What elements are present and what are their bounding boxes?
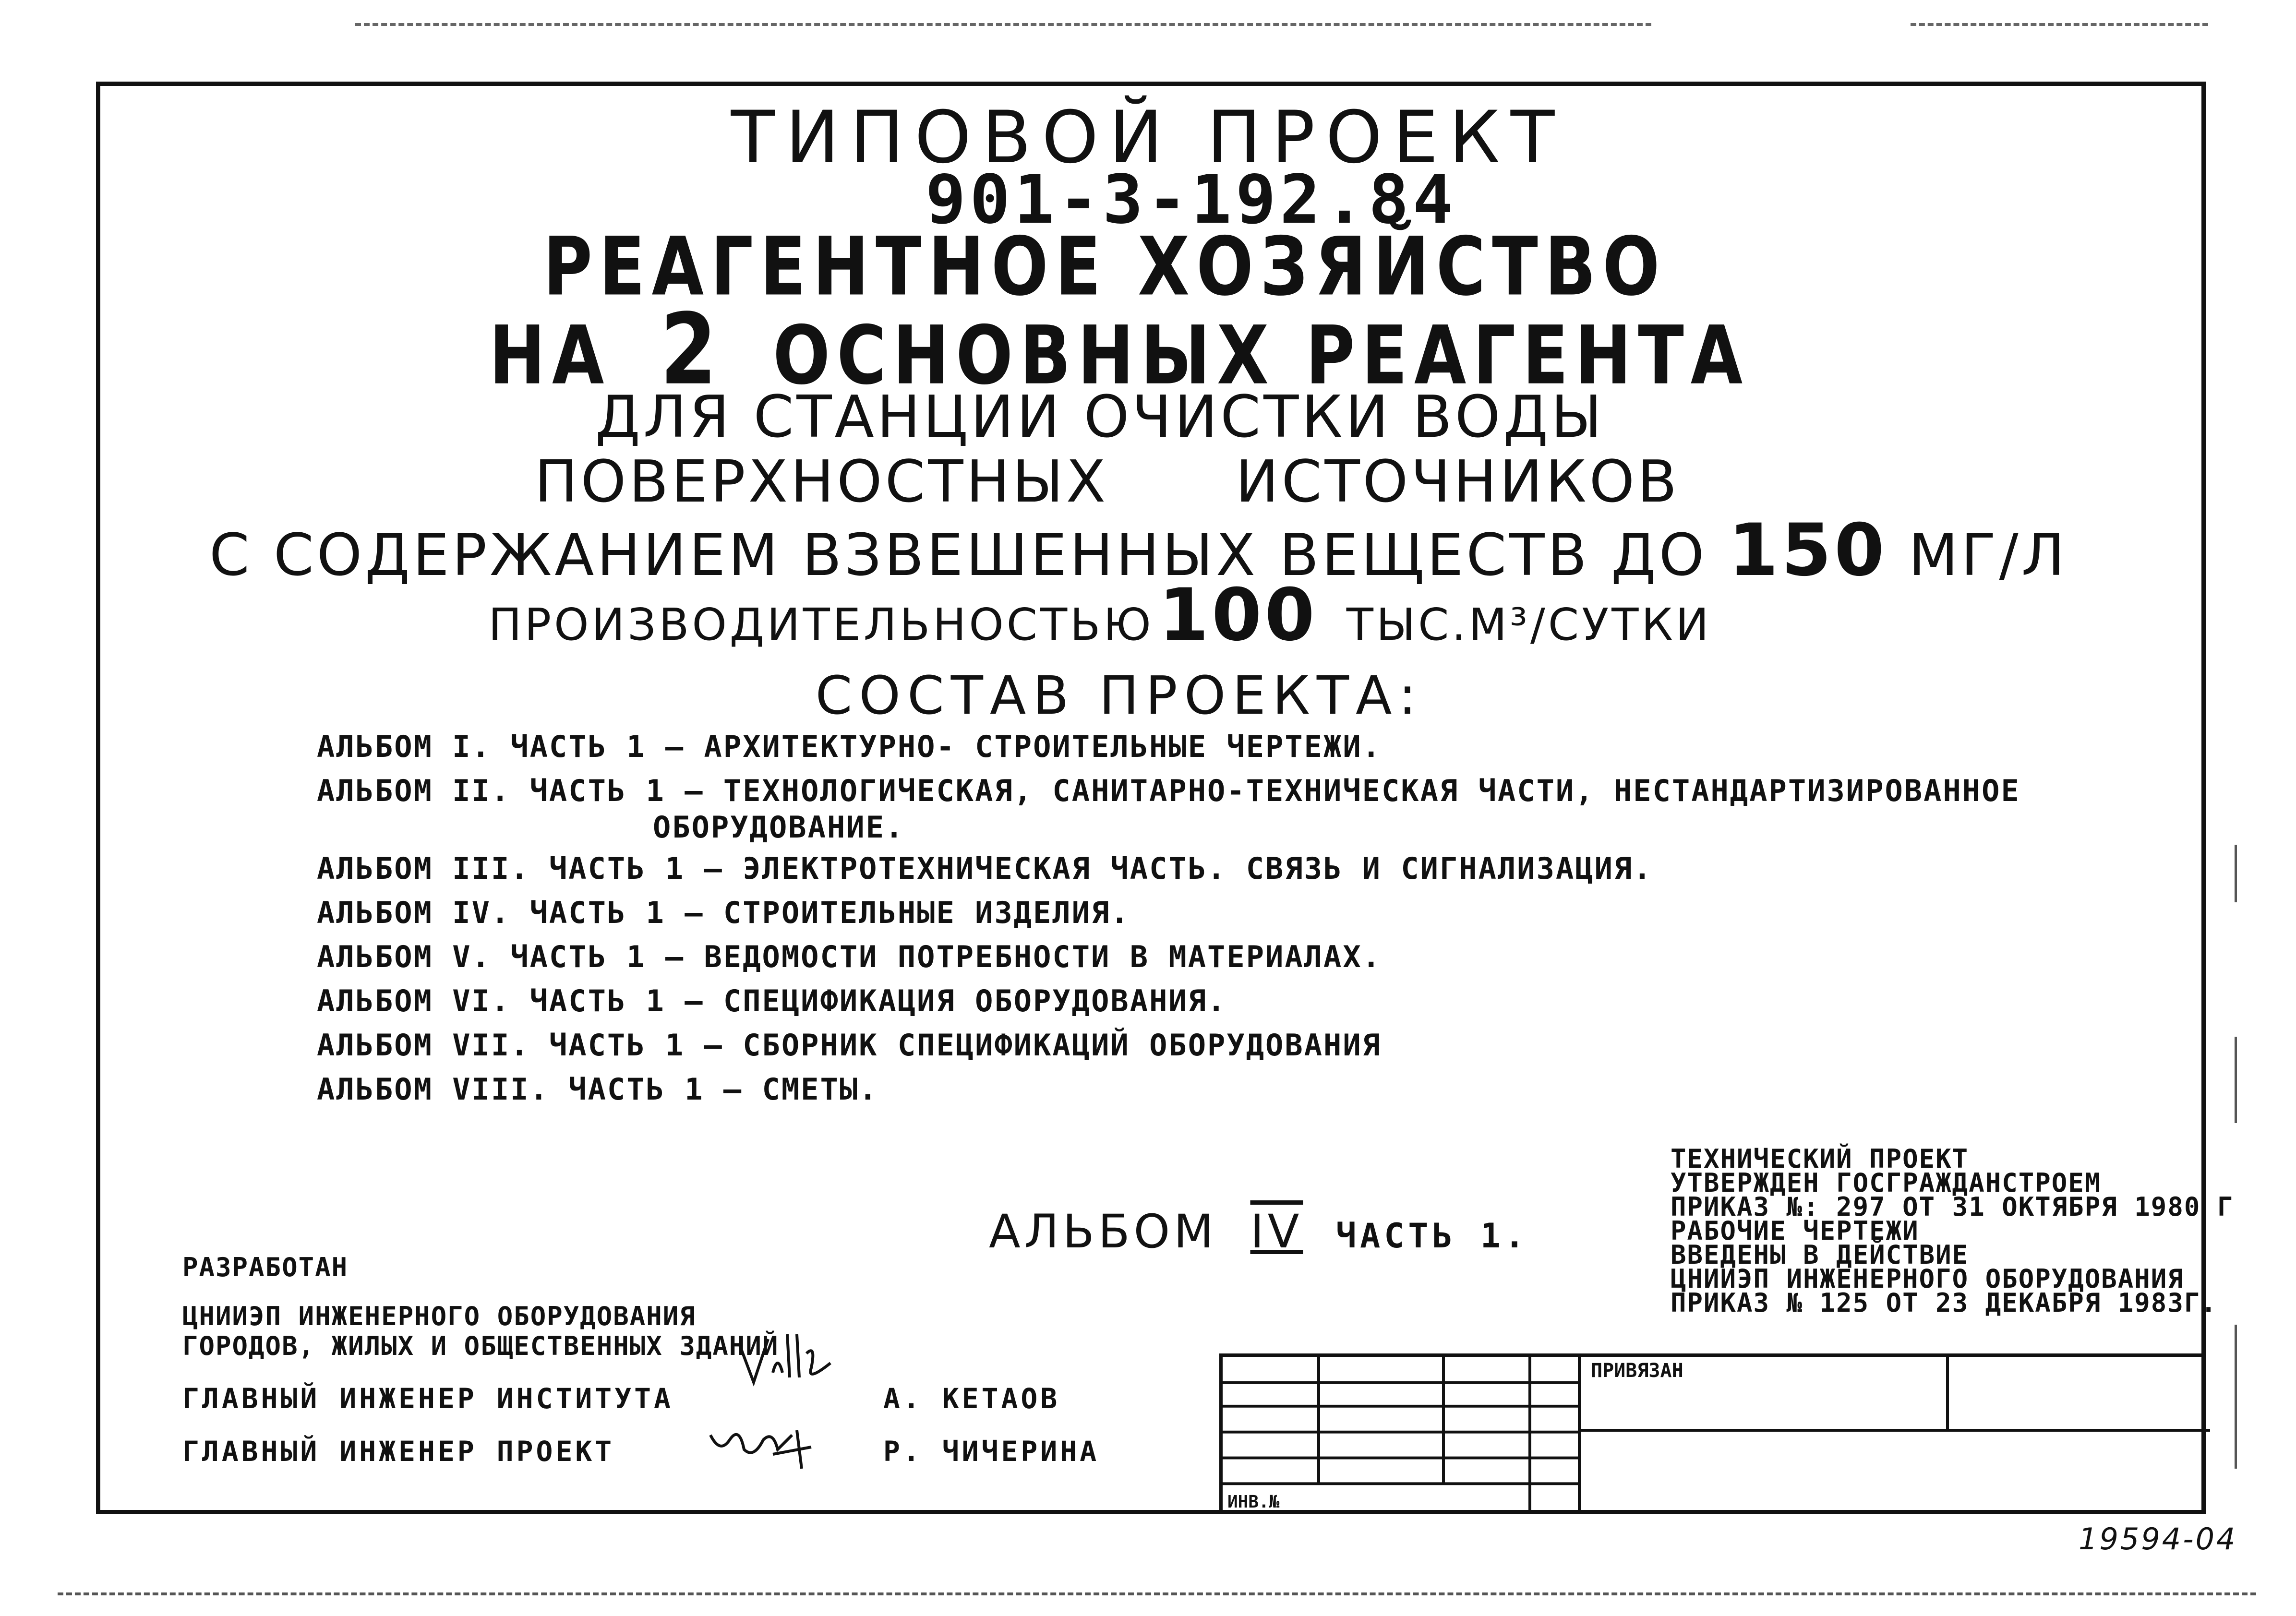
composition-album: АЛЬБОМ III. ЧАСТЬ 1 bbox=[317, 851, 685, 886]
developer-block bbox=[182, 1253, 779, 1361]
composition-item bbox=[317, 725, 2020, 769]
composition-text: — СБОРНИК СПЕЦИФИКАЦИЙ ОБОРУДОВАНИЯ bbox=[704, 1028, 1382, 1063]
composition-text: — ЭЛЕКТРОТЕХНИЧЕСКАЯ ЧАСТЬ. СВЯЗЬ И СИГНАЛИЗАЦИЯ. bbox=[704, 851, 1653, 886]
signature-chief-engineer bbox=[734, 1325, 845, 1397]
composition-text: — СМЕТЫ. bbox=[723, 1072, 878, 1107]
title-capacity-prefix: ПРОИЗВОДИТЕЛЬНОСТЬЮ bbox=[488, 599, 1154, 650]
signature-project-engineer bbox=[706, 1421, 821, 1473]
current-album-part: ЧАСТЬ 1. bbox=[1335, 1216, 1529, 1256]
title-capacity-number: 100 bbox=[1158, 574, 1318, 657]
title-capacity-unit: ТЫС.М³/СУТКИ bbox=[1346, 599, 1712, 650]
stamp-grid-lines bbox=[1223, 1357, 1578, 1514]
approval-line: ПРИКАЗ №: 297 ОТ 31 ОКТЯБРЯ 1980 Г bbox=[1671, 1192, 2234, 1222]
stamp-right-section bbox=[1578, 1357, 2206, 1514]
composition-text: — СТРОИТЕЛЬНЫЕ ИЗДЕЛИЯ. bbox=[685, 895, 1130, 930]
composition-list bbox=[317, 725, 2020, 1112]
composition-text: — СПЕЦИФИКАЦИЯ ОБОРУДОВАНИЯ. bbox=[685, 983, 1227, 1018]
composition-item bbox=[317, 847, 2020, 891]
composition-text: — ВЕДОМОСТИ ПОТРЕБНОСТИ В МАТЕРИАЛАХ. bbox=[665, 939, 1382, 974]
composition-album: АЛЬБОМ IV. ЧАСТЬ 1 bbox=[317, 895, 665, 930]
scan-edge-mark bbox=[2235, 845, 2237, 902]
composition-album: АЛЬБОМ VI. ЧАСТЬ 1 bbox=[317, 983, 665, 1018]
title-suspended-number: 150 bbox=[1728, 509, 1887, 592]
title-water-station: ДЛЯ СТАНЦИИ ОЧИСТКИ ВОДЫ bbox=[595, 384, 1605, 451]
composition-album: АЛЬБОМ VIII. ЧАСТЬ 1 bbox=[317, 1072, 704, 1107]
current-album-roman: IV bbox=[1250, 1205, 1303, 1258]
approval-line: УТВЕРЖДЕН ГОСГРАЖДАНСТРОЕМ bbox=[1671, 1168, 2102, 1198]
document-number: 19594-04 bbox=[2079, 1521, 2237, 1556]
approval-line: ПРИКАЗ № 125 ОТ 23 ДЕКАБРЯ 1983Г. bbox=[1671, 1288, 2217, 1318]
project-engineer-name: Р. ЧИЧЕРИНА bbox=[883, 1435, 1100, 1468]
title-two-suffix: ОСНОВНЫХ РЕАГЕНТА bbox=[773, 309, 1750, 403]
composition-text: — ТЕХНОЛОГИЧЕСКАЯ, САНИТАРНО-ТЕХНИЧЕСКАЯ ЧАСТИ, НЕСТАНДАРТИЗИРОВАННОЕ bbox=[685, 773, 2020, 808]
current-album-label: АЛЬБОМ bbox=[989, 1205, 1217, 1258]
composition-item-continuation: ОБОРУДОВАНИЕ. bbox=[653, 810, 905, 845]
scan-edge-mark bbox=[2235, 1325, 2237, 1469]
chief-engineer-name: А. КЕТАОВ bbox=[883, 1382, 1060, 1415]
stamp-divider bbox=[1946, 1357, 1949, 1429]
developer-heading: РАЗРАБОТАН bbox=[182, 1252, 349, 1282]
stamp-attached-label: ПРИВЯЗАН bbox=[1591, 1360, 1683, 1382]
composition-heading: СОСТАВ ПРОЕКТА: bbox=[815, 665, 1423, 726]
scan-edge-mark bbox=[2235, 1037, 2237, 1123]
composition-item bbox=[317, 891, 2020, 935]
composition-item bbox=[317, 1023, 2020, 1067]
stamp-inventory-label: ИНВ.№ bbox=[1227, 1492, 1280, 1512]
composition-item bbox=[317, 769, 2020, 813]
approval-line: ЦНИИЭП ИНЖЕНЕРНОГО ОБОРУДОВАНИЯ bbox=[1671, 1264, 2184, 1294]
approval-line: РАБОЧИЕ ЧЕРТЕЖИ bbox=[1671, 1216, 1919, 1246]
approval-line: ВВЕДЕНЫ В ДЕЙСТВИЕ bbox=[1671, 1240, 1969, 1270]
title-line-typical-project: ТИПОВОЙ ПРОЕКТ bbox=[731, 96, 1565, 180]
title-reagent-facility: РЕАГЕНТНОЕ ХОЗЯЙСТВО bbox=[543, 220, 1667, 314]
composition-text: — АРХИТЕКТУРНО- СТРОИТЕЛЬНЫЕ ЧЕРТЕЖИ. bbox=[665, 729, 1382, 764]
composition-album: АЛЬБОМ VII. ЧАСТЬ 1 bbox=[317, 1028, 685, 1063]
project-number: 901-3-192.84 bbox=[925, 161, 1457, 239]
scan-edge-top-right bbox=[1911, 23, 2208, 26]
title-two-number: 2 bbox=[660, 293, 724, 407]
composition-album: АЛЬБОМ II. ЧАСТЬ 1 bbox=[317, 773, 665, 808]
title-suspended-unit: МГ/Л bbox=[1908, 522, 2068, 589]
stamp-block bbox=[1219, 1353, 2206, 1514]
developer-org-line: ГОРОДОВ, ЖИЛЫХ И ОБЩЕСТВЕННЫХ ЗДАНИЙ bbox=[182, 1331, 779, 1361]
scan-edge-top bbox=[355, 23, 1651, 26]
scan-edge-bottom bbox=[58, 1592, 2256, 1595]
developer-org-line: ЦНИИЭП ИНЖЕНЕРНОГО ОБОРУДОВАНИЯ bbox=[182, 1301, 696, 1331]
approval-line: ТЕХНИЧЕСКИЙ ПРОЕКТ bbox=[1671, 1144, 1969, 1174]
title-capacity bbox=[0, 574, 2296, 657]
chief-engineer-title: ГЛАВНЫЙ ИНЖЕНЕР ИНСТИТУТА bbox=[182, 1382, 673, 1415]
title-two-prefix: НА bbox=[489, 309, 611, 403]
current-album bbox=[989, 1205, 1528, 1258]
stamp-divider bbox=[1581, 1429, 2210, 1432]
composition-album: АЛЬБОМ I. ЧАСТЬ 1 bbox=[317, 729, 646, 764]
composition-album: АЛЬБОМ V. ЧАСТЬ 1 bbox=[317, 939, 646, 974]
title-surface-sources: ПОВЕРХНОСТНЫХ ИСТОЧНИКОВ bbox=[534, 449, 1680, 515]
approval-block bbox=[1671, 1144, 2234, 1318]
composition-item bbox=[317, 1067, 2020, 1112]
composition-item bbox=[317, 935, 2020, 979]
project-engineer-title: ГЛАВНЫЙ ИНЖЕНЕР ПРОЕКТ bbox=[182, 1435, 615, 1468]
title-suspended-prefix: С СОДЕРЖАНИЕМ ВЗВЕШЕННЫХ ВЕЩЕСТВ ДО bbox=[209, 522, 1707, 589]
composition-item bbox=[317, 979, 2020, 1023]
